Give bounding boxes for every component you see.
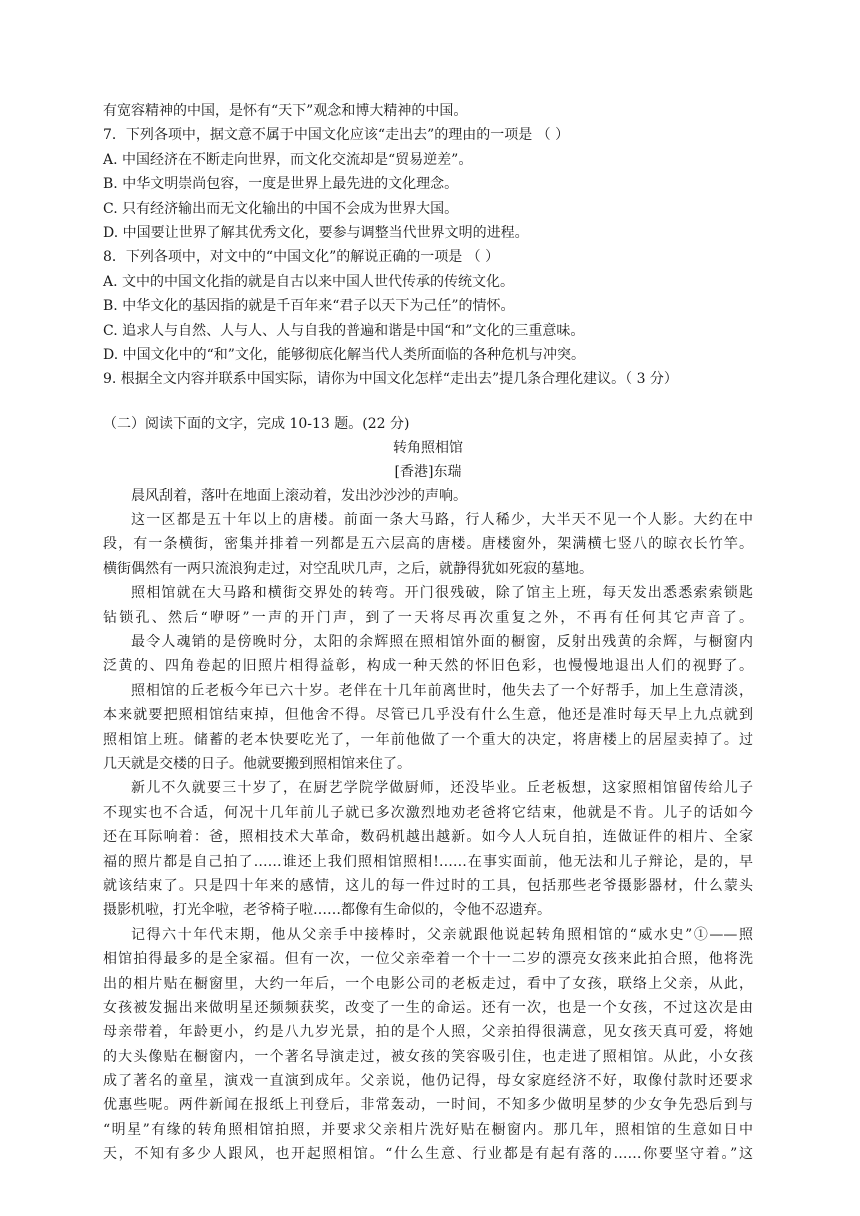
question-7-option-d: D. 中国要让世界了解其优秀文化，要参与调整当代世界文明的进程。 xyxy=(103,224,529,241)
article-line: 新儿不久就要三十岁了，在厨艺学院学做厨师，还没毕业。丘老板想，这家照相馆留传给儿子 xyxy=(131,780,753,797)
article-line: 不现实也不合适，何况十几年前儿子就已多次激烈地劝老爸将它结束，他就是不肯。儿子的话如今 xyxy=(103,804,753,821)
article-line: 泛黄的、四角卷起的旧照片相得益彰，构成一种天然的怀旧色彩，也慢慢地退出人们的视野了。 xyxy=(103,658,753,675)
article-line: 晨风刮着，落叶在地面上滚动着，发出沙沙沙的声响。 xyxy=(131,487,467,504)
article-line: 相馆拍得最多的是全家福。但有一次，一位父亲牵着一个十一二岁的漂亮女孩来此拍合照，他将洗 xyxy=(103,951,753,968)
question-8-option-b: B. 中华文化的基因指的就是千百年来“君子以天下为己任”的情怀。 xyxy=(103,298,515,315)
article-line: 女孩被发掘出来做明星还频频获奖，改变了一生的命运。还有一次，也是一个女孩，不过这次是由 xyxy=(103,999,753,1016)
article-line: 横街偶然有一两只流浪狗走过，对空乱吠几声，之后，就静得犹如死寂的墓地。 xyxy=(103,560,593,577)
article-line: 还在耳际响着：爸，照相技术大革命，数码机越出越新。如今人人玩自拍，连做证件的相片、全家 xyxy=(103,829,753,846)
article-line: 的大头像贴在橱窗内，一个著名导演走过，被女孩的笑容吸引住，也走进了照相馆。从此，小女孩 xyxy=(103,1048,753,1065)
article-line: 这一区都是五十年以上的唐楼。前面一条大马路，行人稀少，大半天不见一个人影。大约在中 xyxy=(131,512,753,529)
article-line: 天，不知有多少人跟风，也开起照相馆。“什么生意、行业都是有起有落的……你要坚守着。”这 xyxy=(103,1146,753,1163)
question-7-option-c: C. 只有经济输出而无文化输出的中国不会成为世界大国。 xyxy=(103,200,459,217)
question-8-stem: 8．下列各项中，对文中的“中国文化”的解说正确的一项是 （ ） xyxy=(103,249,500,266)
article-line: 摄影机啦，打光伞啦，老爷椅子啦……都像有生命似的，令他不忍遗弃。 xyxy=(103,902,551,919)
reading-section-header: （二）阅读下面的文字，完成 10-13 题。(22 分) xyxy=(103,415,410,432)
article-line: 母亲带着，年龄更小，约是八九岁光景，拍的是个人照，父亲拍得很满意，见女孩天真可爱，将她 xyxy=(103,1024,753,1041)
article-line: “明星”有缘的转角照相馆拍照，并要求父亲相片洗好贴在橱窗内。那几年，照相馆的生意如日中 xyxy=(103,1121,753,1138)
passage-continuation: 有宽容精神的中国，是怀有“天下”观念和博大精神的中国。 xyxy=(103,103,468,119)
question-7 xyxy=(103,123,753,245)
article-title: 转角照相馆 xyxy=(393,439,463,456)
article-line: 出的相片贴在橱窗里，大约一年后，一个电影公司的老板走过，看中了女孩，联络上父亲，从此， xyxy=(103,975,753,992)
exam-page xyxy=(103,99,753,1167)
article-author: [香港]东瑞 xyxy=(394,463,462,480)
article-line: 本来就要把照相馆结束掉，但他舍不得。尽管已几乎没有什么生意，他还是准时每天早上九点就到 xyxy=(103,707,753,724)
question-7-option-a: A. 中国经济在不断走向世界，而文化交流却是“贸易逆差”。 xyxy=(103,151,473,168)
article-line: 照相馆就在大马路和横街交界处的转弯。开门很残破，除了馆主上班，每天发出悉悉索索锁匙 xyxy=(131,585,753,602)
question-8-option-a: A. 文中的中国文化指的就是自古以来中国人世代传承的传统文化。 xyxy=(103,273,515,290)
article-body xyxy=(103,484,753,1167)
article-line: 照相馆的丘老板今年已六十岁。老伴在十几年前离世时，他失去了一个好帮手，加上生意清淡， xyxy=(131,682,753,699)
section-gap xyxy=(103,392,753,412)
question-8 xyxy=(103,245,753,367)
article-line: 钻锁孔、然后“咿呀”一声的开门声，到了一天将尽再次重复之外，不再有任何其它声音了。 xyxy=(103,609,753,626)
article-line: 记得六十年代末期，他从父亲手中接棒时，父亲就跟他说起转角照相馆的“威水史”①——照 xyxy=(131,926,753,943)
question-8-option-d: D. 中国文化中的“和”文化，能够彻底化解当代人类所面临的各种危机与冲突。 xyxy=(103,346,585,363)
article-line: 最令人魂销的是傍晚时分，太阳的余辉照在照相馆外面的橱窗，反射出残黄的余辉，与橱窗内 xyxy=(131,634,753,651)
question-9: 9. 根据全文内容并联系中国实际，请你为中国文化怎样“走出去”提几条合理化建议。（ 3 分） xyxy=(103,371,678,388)
article-line: 几天就是交楼的日子。他就要搬到照相馆来住了。 xyxy=(103,755,411,772)
article-line: 福的照片都是自己拍了……谁还上我们照相馆照相!……在事实面前，他无法和儿子辩论，是的，早 xyxy=(103,853,753,870)
question-7-option-b: B. 中华文明崇尚包容，一度是世界上最先进的文化理念。 xyxy=(103,176,459,193)
article-line: 就该结束了。只是四十年来的感情，这儿的每一件过时的工具，包括那些老爷摄影器材，什么蒙头 xyxy=(103,877,753,894)
question-8-option-c: C. 追求人与自然、人与人、人与自我的普遍和谐是中国“和”文化的三重意味。 xyxy=(103,322,585,339)
article-line: 段，有一条横街，密集并排着一列都是五六层高的唐楼。唐楼窗外，架满横七竖八的晾衣长竹竿。 xyxy=(103,536,753,553)
article-line: 照相馆上班。储蓄的老本快要吃光了，一年前他做了一个重大的决定，将唐楼上的居屋卖掉了。过 xyxy=(103,731,753,748)
article-line: 优惠些呢。两件新闻在报纸上刊登后，非常轰动，一时间，不知多少做明星梦的少女争先恐后到与 xyxy=(103,1097,753,1114)
question-7-stem: 7．下列各项中，据文意不属于中国文化应该“走出去”的理由的一项是 （ ） xyxy=(103,127,570,144)
article-line: 成了著名的童星，演戏一直演到成年。父亲说，他仍记得，母女家庭经济不好，取像付款时还要求 xyxy=(103,1073,753,1090)
